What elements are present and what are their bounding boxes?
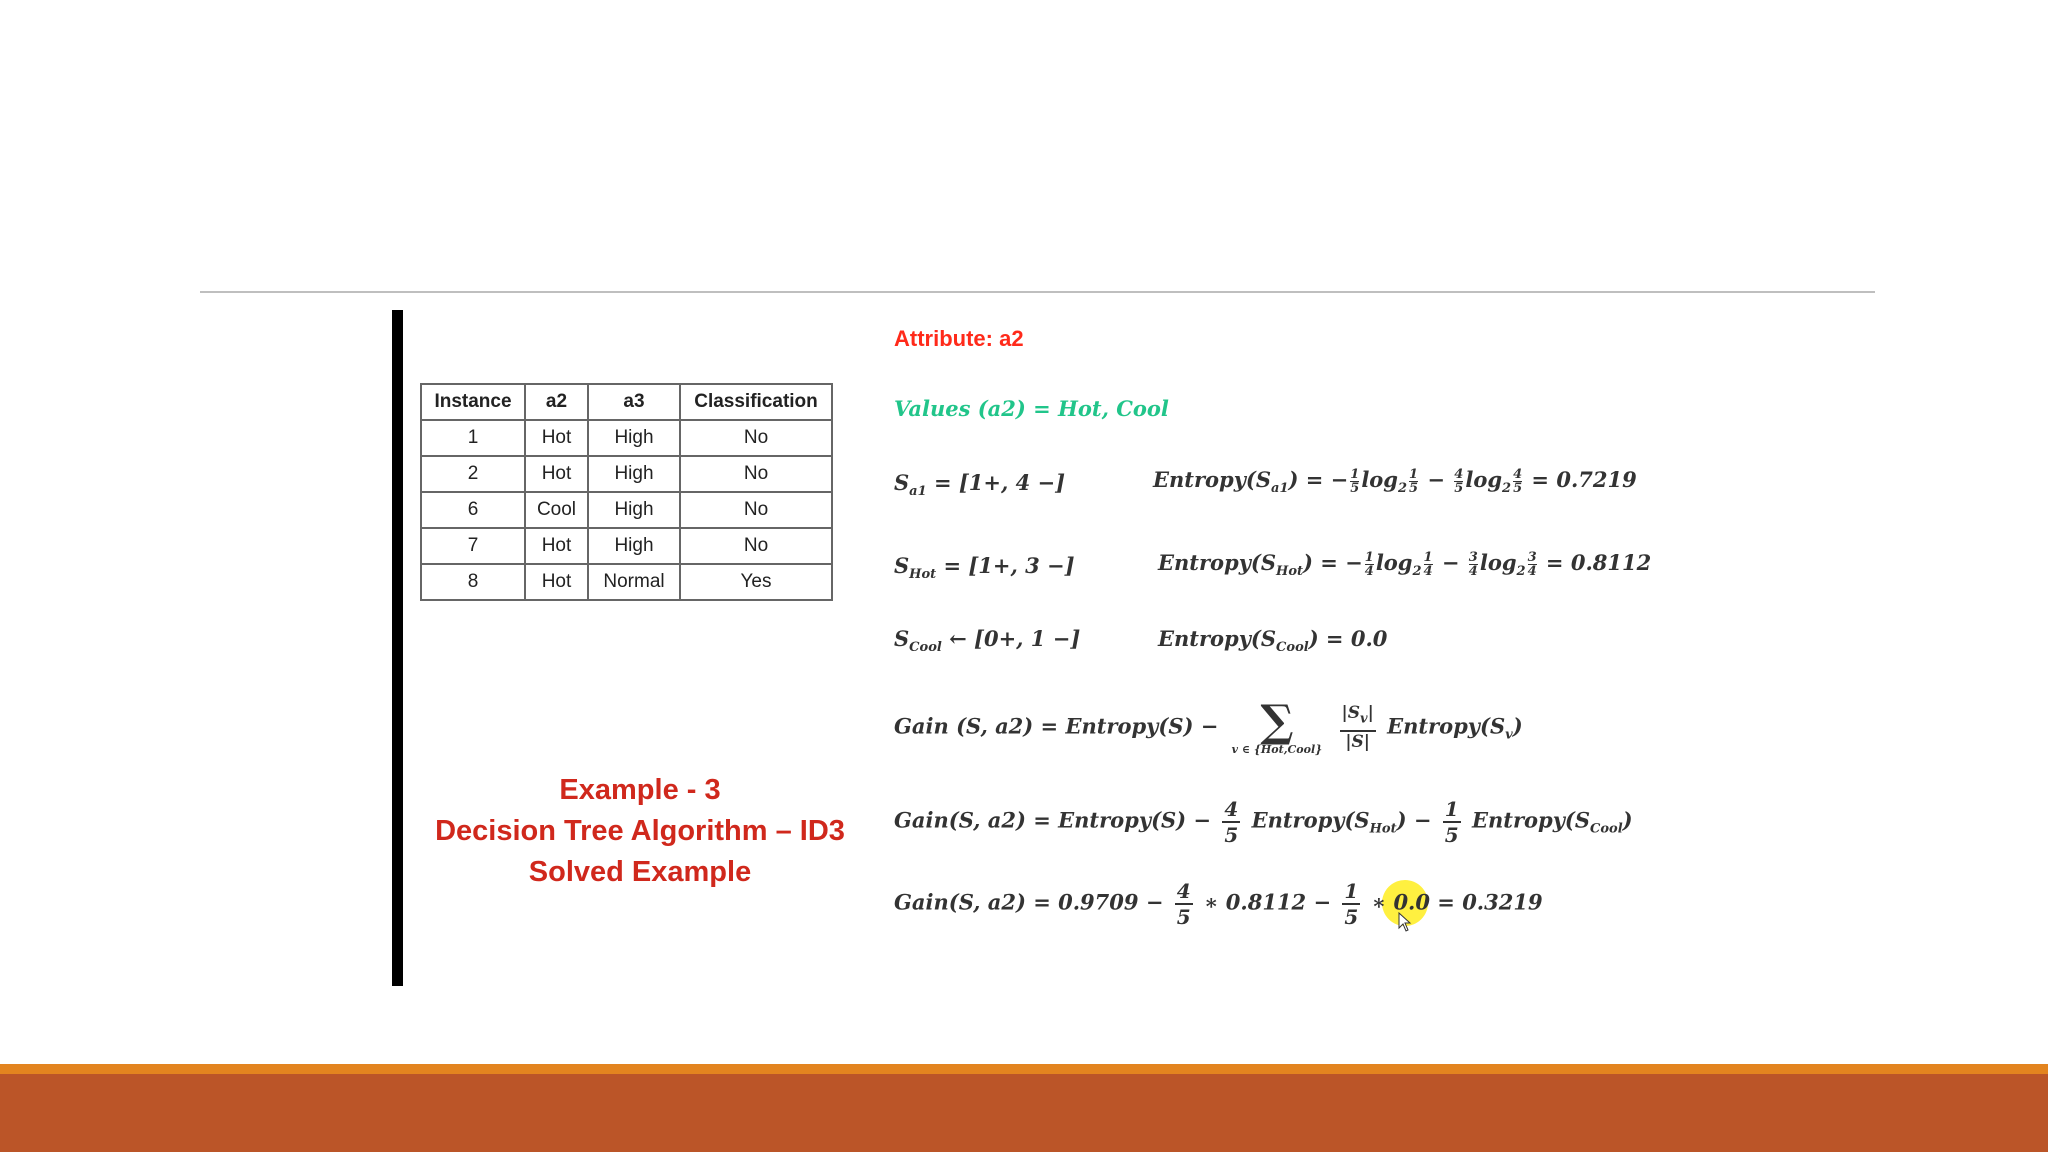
footer-accent-strip <box>0 1064 2048 1074</box>
cell-a3: Normal <box>588 564 680 600</box>
cell-a3: High <box>588 420 680 456</box>
cell-a3: High <box>588 456 680 492</box>
header-classification: Classification <box>680 384 832 420</box>
table-row <box>421 420 832 456</box>
cell-instance: 8 <box>421 564 525 600</box>
cell-classification: No <box>680 420 832 456</box>
attribute-heading: Attribute: a2 <box>894 326 1024 351</box>
header-a2: a2 <box>525 384 588 420</box>
cell-classification: No <box>680 456 832 492</box>
table-header-row <box>421 384 832 420</box>
scool-set: $S_{Cool}$ ← [0+, 1 −] <box>894 626 1081 656</box>
gain-result: Gain(S, a2) = 0.9709 − $\frac{4}{5}$ ∗ 0.8112 − $\frac{1}{5}$ ∗ 0.0 = 0.3219 <box>894 879 1543 929</box>
entropy-shot: $Entropy(S_{Hot})$ = − $\frac{1}{4}$ $\log_2$ $\frac{1}{4}$ − $\frac{3}{4}$ $\log_2$ $\frac{3}{4}$ = 0.8112 <box>1158 550 1652 580</box>
table-row <box>421 564 832 600</box>
cell-a2: Cool <box>525 492 588 528</box>
instance-table <box>420 383 833 601</box>
cell-classification: No <box>680 492 832 528</box>
table-row <box>421 456 832 492</box>
cell-a2: Hot <box>525 456 588 492</box>
table-row <box>421 528 832 564</box>
title-line-1: Example - 3 <box>559 774 721 806</box>
title-line-2: Decision Tree Algorithm – ID3 <box>435 815 845 847</box>
left-accent-bar <box>392 310 403 986</box>
table-row <box>421 492 832 528</box>
sa1-set: $S_{a1} = [1+$, 4 −] <box>894 470 1066 500</box>
slide-title <box>420 770 860 893</box>
cell-instance: 6 <box>421 492 525 528</box>
entropy-scool: $Entropy(S_{Cool}) = 0.0$ <box>1158 626 1388 656</box>
footer-band <box>0 1074 2048 1152</box>
top-divider <box>200 291 1875 293</box>
header-instance: Instance <box>421 384 525 420</box>
header-a3: a3 <box>588 384 680 420</box>
cell-classification: Yes <box>680 564 832 600</box>
entropy-sa1: $Entropy(S_{a1})$ = − $\frac{1}{5}$ $\log_2$ $\frac{1}{5}$ − $\frac{4}{5}$ $\log_2$ $\frac{4}{5}$ = 0.7219 <box>1153 467 1637 497</box>
cell-instance: 2 <box>421 456 525 492</box>
title-line-3: Solved Example <box>528 856 752 888</box>
cell-instance: 7 <box>421 528 525 564</box>
cell-a2: Hot <box>525 564 588 600</box>
gain-expanded: Gain(S, a2) = Entropy(S) − $\frac{4}{5}$ $Entropy(S_{Hot})$ − $\frac{1}{5}$ $Entropy(S_{Cool})$ <box>894 797 1633 847</box>
cell-a2: Hot <box>525 420 588 456</box>
gain-formula: Gain (S, a2) = Entropy(S) − ∑ v ∈ {Hot,Cool} $\frac{|S_v|}{|S|}$ $Entropy(S_v)$ <box>894 696 1523 756</box>
cell-classification: No <box>680 528 832 564</box>
mouse-pointer-icon <box>1398 912 1412 932</box>
shot-set: $S_{Hot} = [1+$, 3 −] <box>894 553 1075 583</box>
cell-a3: High <box>588 528 680 564</box>
cell-instance: 1 <box>421 420 525 456</box>
values-line: Values (a2) = Hot, Cool <box>894 396 1169 421</box>
cell-a2: Hot <box>525 528 588 564</box>
cell-a3: High <box>588 492 680 528</box>
